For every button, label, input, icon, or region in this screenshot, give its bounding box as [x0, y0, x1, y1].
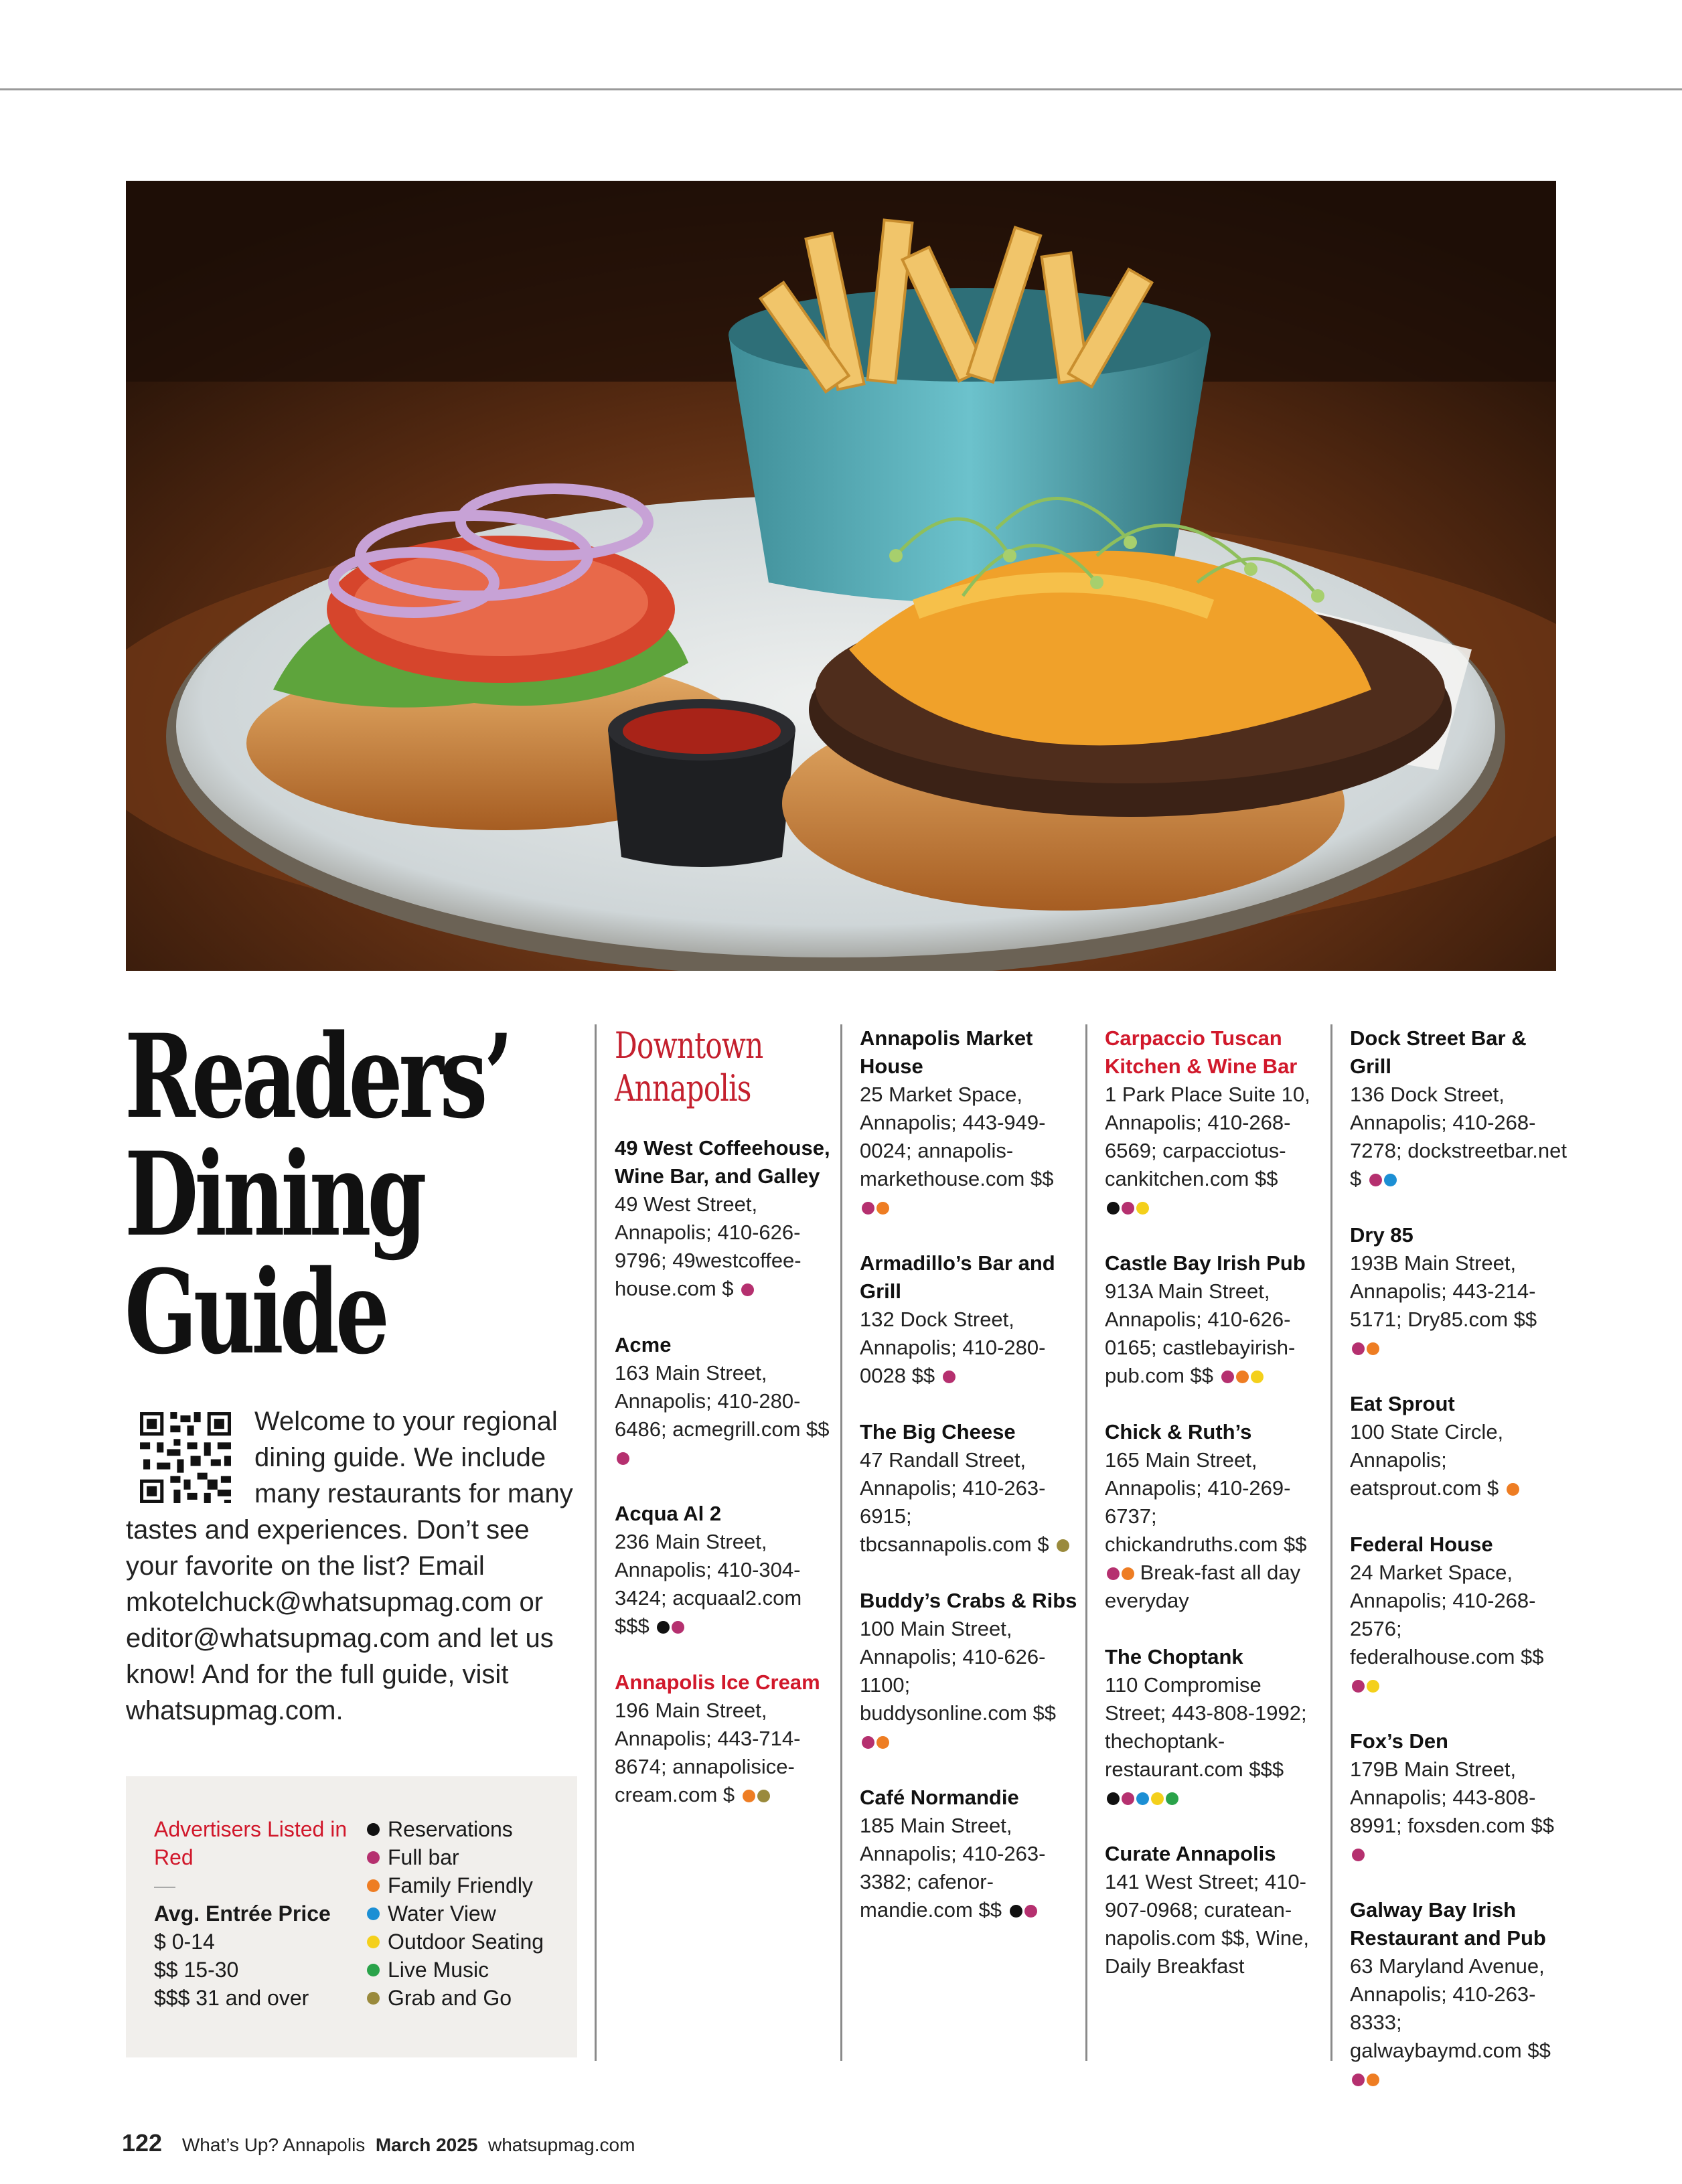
legend-feature-item: [364, 1871, 565, 1899]
restaurant-name: Federal House: [1350, 1533, 1493, 1556]
legend-feature-item: [364, 1956, 565, 1984]
feature-dots: [1105, 1561, 1134, 1584]
restaurant-name: Acme: [615, 1333, 672, 1356]
feature-dot-icon: [1166, 1792, 1178, 1805]
restaurant-listing: [1105, 1643, 1326, 1812]
feature-dot-icon: [1352, 2074, 1365, 2086]
intro-text: Welcome to your regional dining guide. We include many restaurants for many tastes and experiences. Don’t see your favorite on the list? Email mkotelchuck@whatsupmag.com or editor@whatsupmag.com and let us know! And for the full guide, visit whatsupmag.com.: [126, 1407, 573, 1725]
restaurant-details: 236 Main Street, Annapolis; 410-304-3424; acquaal2.com $$$: [615, 1530, 802, 1638]
restaurant-details: 163 Main Street, Annapolis; 410-280-6486; acmegrill.com $$: [615, 1361, 830, 1441]
restaurant-details: 1 Park Place Suite 10, Annapolis; 410-268-6569; carpacciotus-cankitchen.com $$: [1105, 1083, 1310, 1190]
burger-photo-illustration: [126, 181, 1556, 971]
feature-dot-icon: [1151, 1792, 1164, 1805]
section-heading-line: Downtown: [615, 1024, 763, 1067]
feature-dot-icon: [1107, 1567, 1120, 1580]
legend-feature-label: Family Friendly: [388, 1873, 533, 1897]
feature-dots: [860, 1729, 889, 1753]
restaurant-listing: [615, 1134, 836, 1303]
restaurant-name: Café Normandie: [860, 1786, 1019, 1809]
feature-dot-icon: [757, 1790, 770, 1802]
legend-feature-label: Live Music: [388, 1958, 489, 1982]
legend-dot-icon: [367, 1823, 380, 1836]
restaurant-name: Annapolis Ice Cream: [615, 1670, 820, 1694]
legend-feature-label: Grab and Go: [388, 1986, 512, 2010]
restaurant-details: 110 Compromise Street; 443-808-1992; thechoptank-restaurant.com $$$: [1105, 1673, 1307, 1781]
page-number: 122: [122, 2129, 163, 2157]
feature-dot-icon: [1507, 1483, 1519, 1496]
restaurant-details: 100 State Circle, Annapolis; eatsprout.com $: [1350, 1420, 1504, 1500]
qr-code-icon[interactable]: [137, 1409, 234, 1506]
price-tier: $ 0-14: [154, 1930, 215, 1954]
feature-dot-icon: [1122, 1202, 1134, 1215]
magazine-name: What’s Up? Annapolis: [181, 2134, 366, 2155]
feature-dot-icon: [1352, 1849, 1365, 1861]
column-divider: [1085, 1024, 1087, 2061]
legend-box: [126, 1776, 577, 2057]
feature-dots: [1350, 1673, 1379, 1697]
restaurant-details: 100 Main Street, Annapolis; 410-626-1100; buddysonline.com $$: [860, 1617, 1056, 1725]
feature-dot-icon: [1369, 1174, 1382, 1186]
feature-dot-icon: [672, 1621, 684, 1634]
title-line: Dining: [125, 1126, 423, 1262]
feature-dot-icon: [617, 1452, 629, 1465]
restaurant-listing: [615, 1331, 836, 1472]
restaurant-name: The Big Cheese: [860, 1420, 1016, 1444]
restaurant-details: 136 Dock Street, Annapolis; 410-268-7278; dockstreetbar.net $: [1350, 1083, 1568, 1190]
title-line: Readers’: [125, 1008, 510, 1144]
restaurant-name: Chick & Ruth’s: [1105, 1420, 1252, 1444]
restaurant-name: Buddy’s Crabs & Ribs: [860, 1589, 1077, 1612]
restaurant-details: 25 Market Space, Annapolis; 443-949-0024; annapolis-markethouse.com $$: [860, 1083, 1054, 1190]
restaurant-name: Fox’s Den: [1350, 1729, 1448, 1753]
listing-column: [1350, 1024, 1571, 2121]
top-rule: [0, 88, 1682, 90]
restaurant-listing: [860, 1587, 1081, 1756]
legend-dot-icon: [367, 1936, 380, 1948]
feature-dot-icon: [876, 1202, 889, 1215]
legend-dot-icon: [367, 1879, 380, 1892]
restaurant-name: Dry 85: [1350, 1223, 1413, 1247]
restaurant-name: Carpaccio Tuscan Kitchen & Wine Bar: [1105, 1026, 1298, 1078]
column-divider: [595, 1024, 597, 2061]
restaurant-details: 24 Market Space, Annapolis; 410-268-2576; federalhouse.com $$: [1350, 1561, 1544, 1668]
feature-dots: [1350, 1842, 1365, 1865]
restaurant-details: 141 West Street; 410-907-0968; curatean-napolis.com $$, Wine, Daily Breakfast: [1105, 1870, 1309, 1978]
restaurant-name: Armadillo’s Bar and Grill: [860, 1251, 1055, 1303]
restaurant-name: 49 West Coffeehouse, Wine Bar, and Galley: [615, 1136, 830, 1188]
feature-dot-icon: [1122, 1567, 1134, 1580]
feature-dot-icon: [1107, 1792, 1120, 1805]
feature-legend: [364, 1815, 565, 2012]
listing-column: [860, 1024, 1081, 1952]
feature-dot-icon: [741, 1283, 754, 1296]
feature-dots: [935, 1364, 955, 1387]
feature-dot-icon: [1136, 1792, 1149, 1805]
feature-dot-icon: [1236, 1371, 1249, 1383]
feature-dot-icon: [1221, 1371, 1234, 1383]
feature-dot-icon: [1251, 1371, 1264, 1383]
feature-dots: [860, 1195, 889, 1219]
restaurant-details: 63 Maryland Avenue, Annapolis; 410-263-8333; galwaybaymd.com $$: [1350, 1954, 1551, 2062]
restaurant-name: Acqua Al 2: [615, 1502, 722, 1525]
feature-dots: [615, 1446, 629, 1469]
restaurant-listing: [1105, 1024, 1326, 1221]
column-divider: [840, 1024, 842, 2061]
feature-dots: [1499, 1476, 1519, 1500]
intro-paragraph: [126, 1403, 581, 1729]
feature-dots: [649, 1614, 685, 1638]
restaurant-name: Castle Bay Irish Pub: [1105, 1251, 1306, 1275]
feature-dot-icon: [1136, 1202, 1149, 1215]
restaurant-listing: [1105, 1418, 1326, 1615]
feature-dot-icon: [876, 1736, 889, 1749]
website-link[interactable]: whatsupmag.com: [487, 2134, 635, 2155]
legend-dot-icon: [367, 1907, 380, 1920]
restaurant-listing: [1350, 1531, 1571, 1699]
feature-dots: [1105, 1195, 1149, 1219]
feature-dot-icon: [1352, 1342, 1365, 1355]
legend-divider: —: [154, 1873, 175, 1897]
restaurant-details: 913A Main Street, Annapolis; 410-626-0165; castlebayirish-pub.com $$: [1105, 1279, 1296, 1387]
restaurant-listing: [1350, 1390, 1571, 1502]
legend-feature-label: Reservations: [388, 1817, 513, 1841]
feature-dot-icon: [743, 1790, 755, 1802]
legend-feature-item: [364, 1984, 565, 2012]
hero-photo: [126, 181, 1556, 971]
legend-key: [154, 1815, 355, 2012]
feature-dot-icon: [1057, 1539, 1069, 1552]
feature-dot-icon: [1010, 1905, 1022, 1918]
restaurant-listing: [615, 1668, 836, 1809]
restaurant-details: 179B Main Street, Annapolis; 443-808-8991; foxsden.com $$: [1350, 1758, 1555, 1837]
legend-feature-item: [364, 1843, 565, 1871]
title-line: Guide: [125, 1244, 386, 1380]
legend-dot-icon: [367, 1964, 380, 1976]
feature-dot-icon: [1122, 1792, 1134, 1805]
feature-dot-icon: [862, 1202, 874, 1215]
section-heading-line: Annapolis: [615, 1067, 751, 1109]
page-footer: [122, 2129, 635, 2157]
restaurant-name: The Choptank: [1105, 1645, 1243, 1668]
feature-dots: [735, 1783, 770, 1806]
restaurant-details: 165 Main Street, Annapolis; 410-269-6737; chickandruths.com $$: [1105, 1448, 1307, 1556]
restaurant-details: 185 Main Street, Annapolis; 410-263-3382; cafenor-mandie.com $$: [860, 1814, 1046, 1922]
restaurant-listing: [1350, 1024, 1571, 1193]
issue-date: March 2025: [375, 2134, 478, 2155]
feature-dot-icon: [1367, 2074, 1379, 2086]
price-tier: $$ 15-30: [154, 1958, 239, 1982]
restaurant-listing: [1105, 1840, 1326, 1980]
listing-column: [1105, 1024, 1326, 2009]
restaurant-listing: [1350, 1896, 1571, 2093]
feature-dot-icon: [1352, 1680, 1365, 1693]
feature-dots: [1361, 1167, 1397, 1190]
restaurant-listing: [1350, 1727, 1571, 1868]
feature-dots: [1350, 1336, 1379, 1359]
restaurant-name: Annapolis Market House: [860, 1026, 1033, 1078]
feature-dots: [734, 1277, 755, 1300]
feature-dot-icon: [1367, 1342, 1379, 1355]
feature-dot-icon: [1367, 1680, 1379, 1693]
restaurant-name: Curate Annapolis: [1105, 1842, 1276, 1865]
legend-feature-label: Outdoor Seating: [388, 1930, 544, 1954]
feature-dots: [1213, 1364, 1264, 1387]
feature-dots: [1350, 2067, 1379, 2090]
legend-feature-label: Full bar: [388, 1845, 459, 1869]
restaurant-listing: [1350, 1221, 1571, 1362]
feature-dots: [1002, 1898, 1037, 1922]
feature-dot-icon: [1107, 1202, 1120, 1215]
restaurant-listing: [860, 1784, 1081, 1924]
feature-dot-icon: [862, 1736, 874, 1749]
legend-feature-item: [364, 1899, 565, 1928]
legend-dot-icon: [367, 1992, 380, 2005]
restaurant-listing: [860, 1418, 1081, 1559]
restaurant-listing: [860, 1249, 1081, 1390]
feature-dot-icon: [1384, 1174, 1397, 1186]
column-divider: [1330, 1024, 1332, 2061]
section-heading: [615, 1024, 834, 1110]
feature-dots: [1049, 1533, 1070, 1556]
page-title: [125, 1008, 510, 1380]
restaurant-details: 47 Randall Street, Annapolis; 410-263-6915; tbcsannapolis.com $: [860, 1448, 1049, 1556]
feature-dot-icon: [657, 1621, 670, 1634]
legend-dot-icon: [367, 1851, 380, 1864]
feature-dots: [1105, 1786, 1178, 1809]
restaurant-listing: [615, 1500, 836, 1640]
legend-feature-item: [364, 1815, 565, 1843]
restaurant-details: 49 West Street, Annapolis; 410-626-9796; 49westcoffee-house.com $: [615, 1192, 801, 1300]
legend-feature-item: [364, 1928, 565, 1956]
listing-column: [615, 1024, 836, 1837]
feature-dot-icon: [1024, 1905, 1037, 1918]
price-tier: $$$ 31 and over: [154, 1986, 309, 2010]
restaurant-details: 132 Dock Street, Annapolis; 410-280-0028 $$: [860, 1308, 1046, 1387]
legend-feature-label: Water View: [388, 1901, 496, 1926]
restaurant-listing: [1105, 1249, 1326, 1390]
restaurant-details: 193B Main Street, Annapolis; 443-214-5171; Dry85.com $$: [1350, 1251, 1537, 1331]
restaurant-name: Galway Bay Irish Restaurant and Pub: [1350, 1898, 1546, 1950]
restaurant-details: 196 Main Street, Annapolis; 443-714-8674; annapolisice-cream.com $: [615, 1699, 801, 1806]
restaurant-name: Dock Street Bar & Grill: [1350, 1026, 1527, 1078]
restaurant-name: Eat Sprout: [1350, 1392, 1455, 1415]
restaurant-note: Break-fast all day everyday: [1105, 1561, 1301, 1612]
advertisers-note: Advertisers Listed in Red: [154, 1817, 348, 1869]
feature-dot-icon: [943, 1371, 955, 1383]
restaurant-listing: [860, 1024, 1081, 1221]
price-heading: Avg. Entrée Price: [154, 1901, 331, 1926]
